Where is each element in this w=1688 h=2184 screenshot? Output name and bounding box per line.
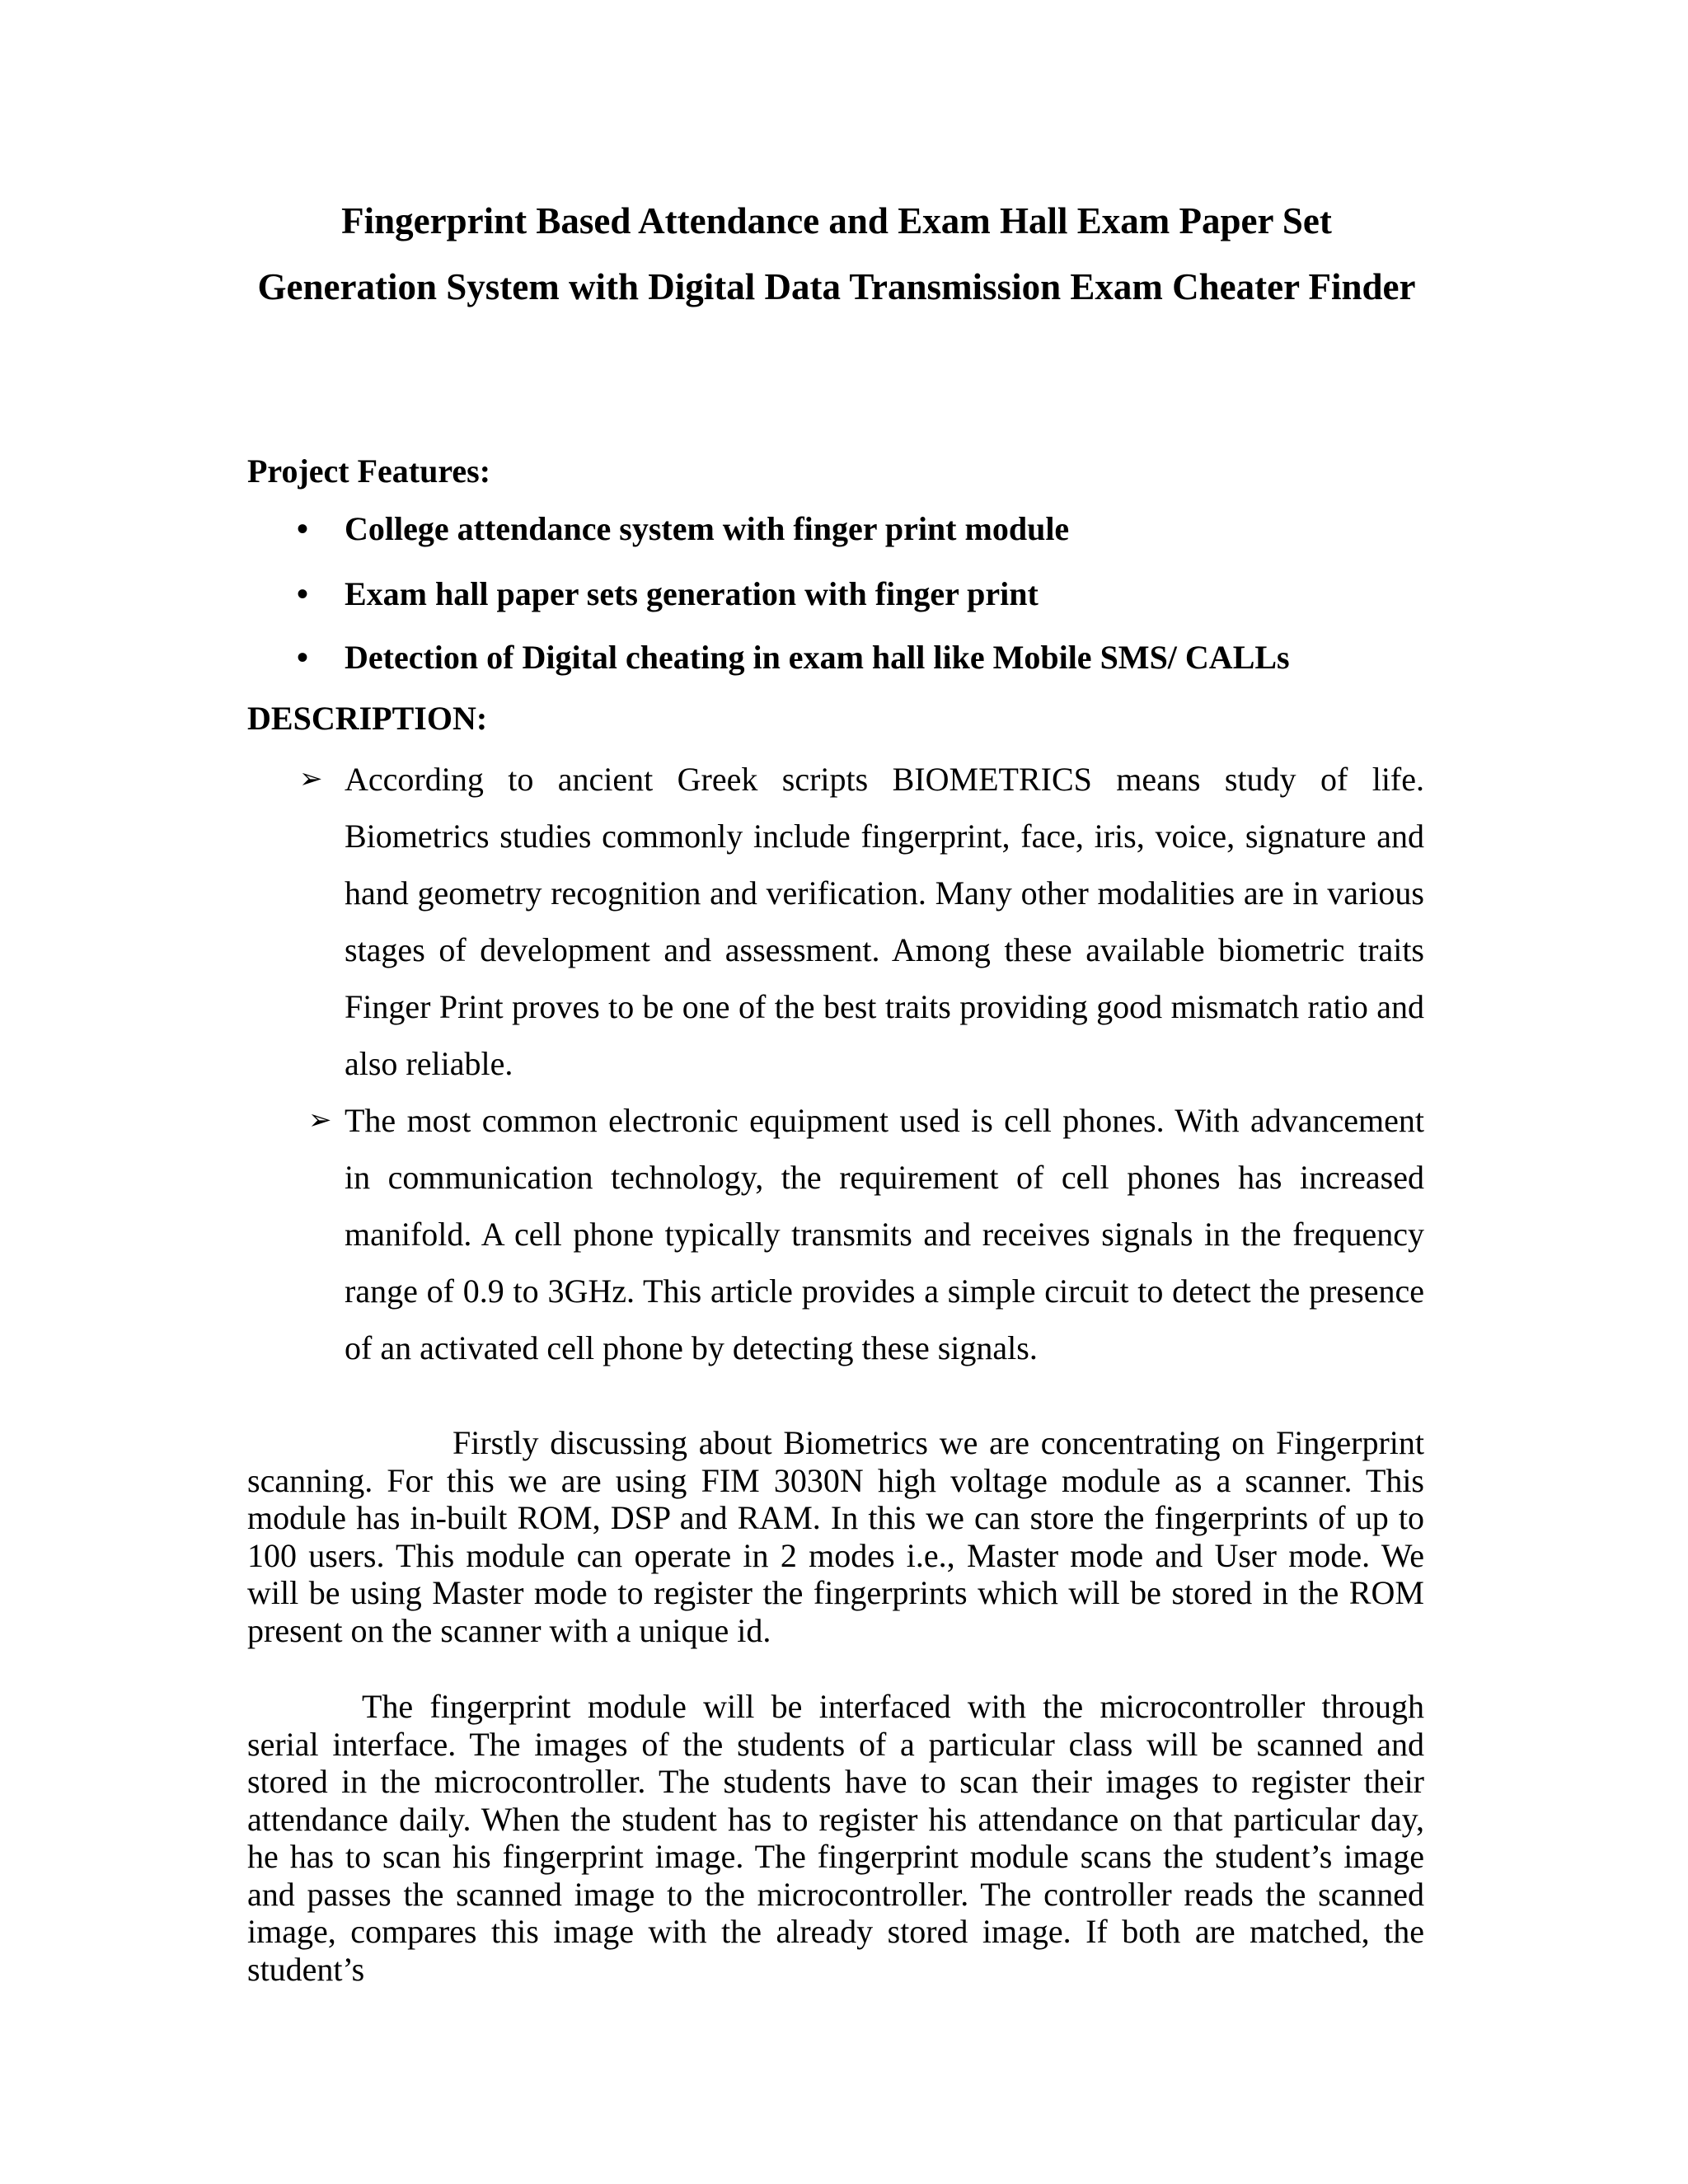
arrow-bullet-icon: ➢	[299, 764, 323, 794]
body-paragraph: The fingerprint module will be interfaced with the microcontroller through serial interface. The images of the students of a particular class will be scanned and stored in the microcontroller. The students have to scan their images to register their attendance daily. When the student has to register his attendance on that particular day, he has to scan his fingerprint image. The fingerprint module scans the student’s image and passes the scanned image to the microcontroller. The controller reads the scanned image, compares this image with the already stored image. If both are matched, the student’s	[247, 1688, 1424, 1988]
bullet-icon: •	[297, 575, 309, 612]
document-title: Fingerprint Based Attendance and Exam Hall Exam Paper Set Generation System with Digital Data Transmission Exam Cheater Finder	[257, 200, 1416, 307]
bullet-icon: •	[297, 639, 309, 676]
description-item: ➢ The most common electronic equipment used is cell phones. With advancement in communication technology, the requirement of cell phones has increased manifold. A cell phone typically transmits and receives signals in the frequency range of 0.9 to 3GHz. This article provides a simple circuit to detect the presence of an activated cell phone by detecting these signals.	[345, 1092, 1424, 1376]
description-heading: DESCRIPTION:	[247, 700, 488, 737]
body-paragraph: Firstly discussing about Biometrics we are concentrating on Fingerprint scanning. For this we are using FIM 3030N high voltage module as a scanner. This module has in-built ROM, DSP and RAM. In this we can store the fingerprints of up to 100 users. This module can operate in 2 modes i.e., Master mode and User mode. We will be using Master mode to register the fingerprints which will be stored in the ROM present on the scanner with a unique id.	[247, 1424, 1424, 1649]
arrow-bullet-icon: ➢	[308, 1105, 332, 1136]
bullet-icon: •	[297, 510, 309, 547]
features-heading: Project Features:	[247, 452, 491, 490]
description-item: ➢ According to ancient Greek scripts BIOMETRICS means study of life. Biometrics studies commonly include fingerprint, face, iris, voice, signature and hand geometry recognition and verification. Many other modalities are in various stages of development and assessment. Among these available biometric traits Finger Print proves to be one of the best traits providing good mismatch ratio and also reliable.	[345, 751, 1424, 1092]
